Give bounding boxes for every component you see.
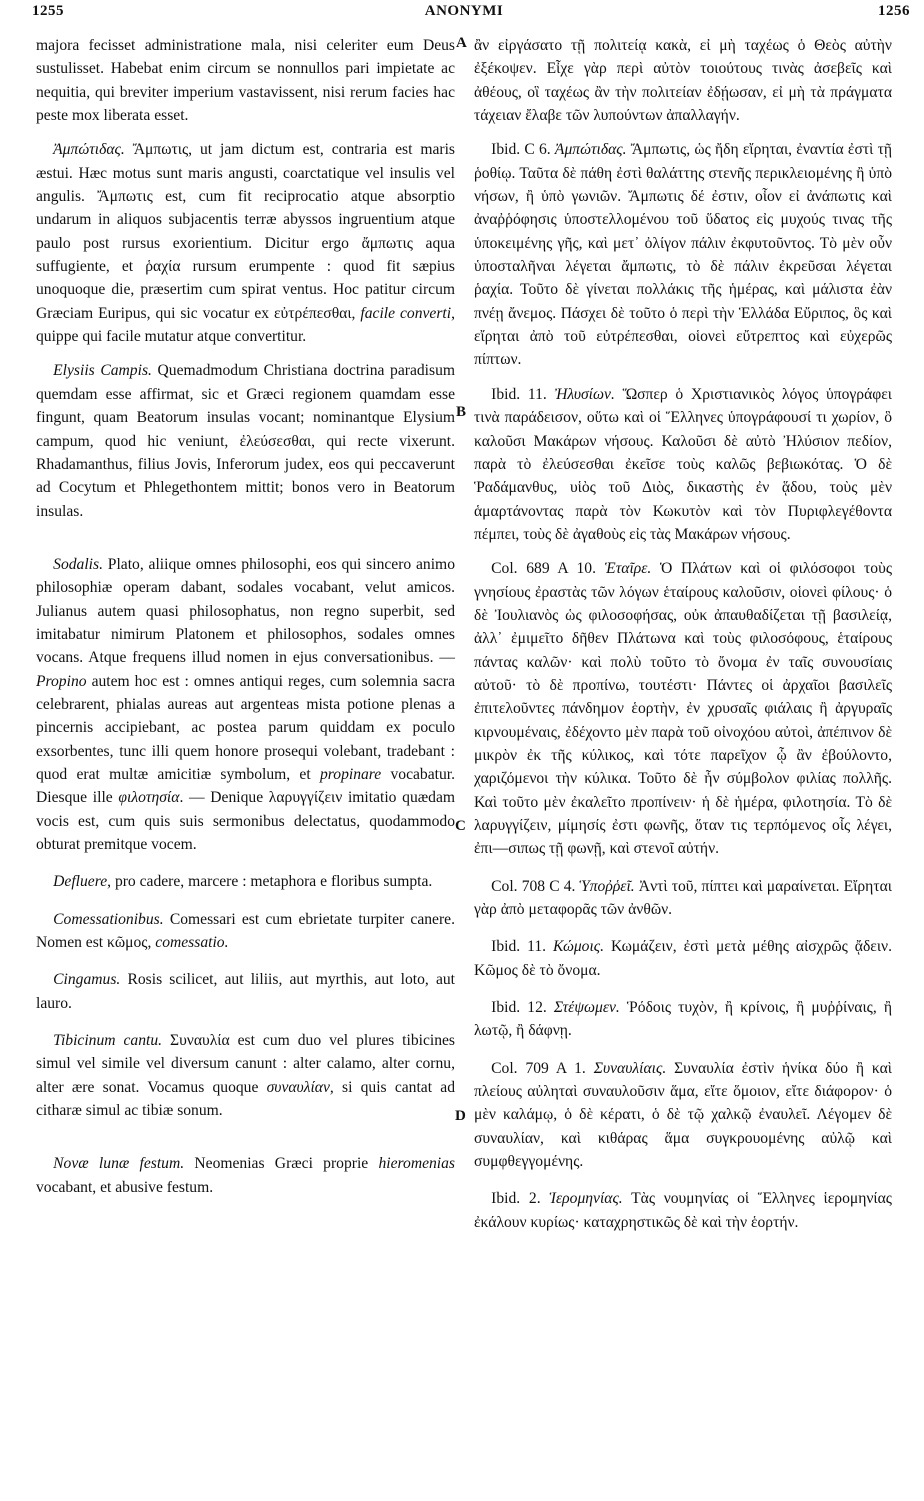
lemma: Κώμοις. [546, 938, 605, 956]
italic-text: propinare [319, 765, 382, 783]
margin-marker-c: C [455, 818, 466, 834]
italic-text: comessatio. [155, 934, 229, 952]
lemma: Sodalis. [53, 555, 103, 573]
paragraph-text: Κωμάζειν, ἐστὶ μετὰ μέθης αἰσχρῶς ᾄδειν. Κῶμος δὲ τὸ ὄνομα. [474, 938, 892, 979]
paragraph-text: Plato, aliique omnes philosophi, eos qui sincero animo philosophiæ operam dabant, sodales vocabant, velut amicos. Julianus autem quasi philosophatus, non regno superbit, sed imitabatur nimirum Platonem et philosophos, sodales omnes vocans. Atque frequens illud nomen in ejus conversationibus. — [36, 555, 455, 667]
reference: Ibid. C 6. [491, 141, 551, 159]
paragraph-text: Ῥόδοις τυχὸν, ἢ κρίνοις, ἢ μυῤῥίναις, ἢ λωτῷ, ἢ δάφνῃ. [474, 999, 892, 1040]
lemma: Ἱερομηνίας. [540, 1190, 623, 1208]
lemma: Ἠλυσίων. [546, 385, 615, 403]
page-number-left: 1255 [32, 3, 64, 19]
paragraph-text: , pro cadere, marcere : metaphora e floribus sumpta. [107, 873, 433, 891]
latin-paragraph [36, 1029, 455, 1122]
lemma: Cingamus. [53, 971, 121, 989]
italic-text: συναυλίαν [266, 1078, 330, 1096]
margin-marker-a: A [456, 35, 467, 51]
paragraph-text: Ἄμπωτις, ὡς ἤδη εἴρηται, ἐναντία ἐστὶ τῇ ῥοθίῳ. Ταῦτα δὲ πάθη ἐστὶ θαλάττης στενῆς περικλειομένης ἢ ὑπὸ νήσων, ἢ ὑπὸ γωνιῶν. Ἄμπωτις δέ ἐστιν, οἷον εἰ ἀνάπωτις καὶ ἀναῤῥόφησις ὑποστελλομένου τοῦ ὕδατος εἰς μυχούς τινας τῆς ὑποκειμένης γῆς, καὶ μετ᾽ ὀλίγον πάλιν ἐκφυτοῦντος. Τὸ μὲν οὖν ὑποσταλῆναι λέγεται ἄμπωτις, τὸ δὲ πάλιν ἐκρεῦσαι λέγεται ῥαχία. Τοῦτο δὲ γίνεται πολλάκις τῆς ἡμέρας, καὶ μάλιστα ἐὰν πνέῃ ἄνεμος. Πάσχει δὲ τοῦτο ὁ περὶ τὴν Ἑλλάδα Εὔριπος, ὃς καὶ εἴρηται ἀπὸ τοῦ εὐτρέπεσθαι, οἱονεὶ εὔτρεπτος καὶ εὐχερῶς πίπτων. [474, 141, 892, 369]
paragraph-text: , quippe qui facile mutatur atque convertitur. [36, 304, 455, 346]
lemma: Συναυλίαις. [585, 1059, 667, 1077]
paragraph-text: Τὰς νουμηνίας οἱ Ἕλληνες ἱερομηνίας ἐκάλουν κυρίως· καταχρηστικῶς δὲ καὶ τὴν ἑορτήν. [474, 1190, 892, 1231]
greek-paragraph [474, 557, 892, 860]
reference: Col. 689 A 10. [491, 560, 596, 578]
greek-paragraph [474, 1187, 892, 1234]
lemma: Ἀμπώτιδας. [53, 141, 125, 159]
paragraph-text: Ἄμπωτις, ut jam dictum est, contraria est maris æstui. Hæc motus sunt maris angusti, coarctatique vel insulis vel angulis. Ἄμπωτις est, cum fit reciprocatio atque absorptio undarum in aliquos subjacentis terræ abyssos ingruentium atque paulo post rursus exorientium. Dicitur ergo ἄμπωτις aqua suffugiente, et ῥαχία rursum erumpente : quod fit sæpius unoquoque die, præsertim cum spirat ventus. Hoc patitur circum Græciam Euripus, qui sic vocatur ex εὐτρέπεσθαι, [36, 141, 455, 322]
italic-text: facile converti [360, 304, 452, 322]
latin-column [36, 34, 455, 1199]
margin-marker-b: B [456, 404, 467, 420]
reference: Col. 709 A 1. [491, 1059, 586, 1077]
latin-paragraph [36, 968, 455, 1015]
paragraph-text: Comessari est cum ebrietate turpiter canere. Nomen est κῶμος, [36, 910, 455, 952]
lemma: Elysiis Campis. [53, 362, 152, 380]
lemma: Στέψωμεν. [546, 999, 620, 1017]
running-title: ANONYMI [424, 3, 504, 19]
paragraph-text: Ἀντὶ τοῦ, πίπτει καὶ μαραίνεται. Εἴρηται γὰρ ἀπὸ μεταφορᾶς τῶν ἀνθῶν. [474, 877, 892, 919]
greek-column [474, 34, 892, 1234]
greek-paragraph: ἂν εἰργάσατο τῇ πολιτείᾳ κακὰ, εἰ μὴ ταχέως ὁ Θεὸς αὐτὴν ἐξέκοψεν. Εἶχε γὰρ περὶ αὐτὸν τοιούτους τινὰς ἀσεβεῖς καὶ ἀθέους, οἳ ταχέως ἂν τὴν πολιτείαν ἐδῄωσαν, εἰ μὴ τὰ πράγματα τάχειαν ἔλαβε τῶν λυπούντων ἀπαλλαγήν. [474, 37, 892, 125]
greek-paragraph [474, 875, 892, 922]
italic-text: φιλοτησία [118, 789, 180, 807]
reference: Ibid. 11. [491, 938, 547, 956]
greek-paragraph [474, 138, 892, 371]
paragraph-text: Ὁ Πλάτων καὶ οἱ φιλόσοφοι τοὺς γνησίους ἐραστὰς τῶν λόγων ἑταίρους καλοῦσιν, οἱονεὶ φίλους· ὁ δὲ Ἰουλιανὸς ὡς φιλοσοφήσας, οὐκ ἀπαυθαδίζεται τῇ βασιλείᾳ, ἀλλ᾽ ἐμιμεῖτο δῆθεν Πλάτωνα καὶ τοὺς φιλοσόφους, ἑταίρους πάντας καλῶν· καὶ πολὺ τοῦτο τὸ ὄνομα ἐν ταῖς συνουσίαις αὐτοῦ· τὸ δὲ προπίνω, τουτέστι· Πάντες οἱ ἀρχαῖοι βασιλεῖς ἐπιτελοῦντες πάνδημον ἑορτὴν, ἐν χρυσαῖς φιάλαις ἢ ἀργυραῖς κιρνουμέναις, ἐδέχοντο μὲν παρὰ τοῦ οἰνοχόου αὐτοὶ, ἀπέπινον δὲ μικρὸν ἐκ τῆς κύλικος, καὶ τότε παρεῖχον ᾧ ἂν ἐβούλοντο, χαριζόμενοι τὴν κύλικα. Τοῦτο δὲ ἦν σύμβολον φιλίας πολλῆς. Καὶ τοῦτο μὲν ἐκαλεῖτο προπίνειν· ἡ δὲ ἡμέρα, φιλοτησία. Τὸ δὲ λαρυγγίζειν, μίμησίς ἐστι φωνῆς, ὅταν τις τερπόμενος οἷς λέγει, ἐπι—σιπως τῇ φωνῇ, καὶ στενοῖ αὐτήν. [474, 560, 893, 858]
latin-paragraph [36, 908, 455, 955]
lemma: Comessationibus. [53, 910, 164, 928]
paragraph-text: Neomenias Græci proprie [184, 1155, 379, 1173]
greek-paragraph [474, 383, 892, 546]
paragraph-text: autem hoc est : omnes antiqui reges, cum solemnia sacra celebrarent, phialas aureas aut argenteas mista potione plenas a pincernis accipiebant, ac postea parum quiddam ex poculo exsorbentes, tunc illi quem honore prosequi volebant, tradebant : quod erat multæ amicitiæ symbolum, et [36, 672, 455, 783]
reference: Col. 708 C 4. [491, 877, 576, 895]
latin-paragraph [36, 359, 455, 522]
italic-text: Propino [36, 672, 87, 690]
reference: Ibid. 12. [491, 999, 547, 1017]
greek-paragraph [474, 935, 892, 982]
lemma: Ἀμπώτιδας. [550, 141, 627, 159]
paragraph-text: vocabatur. Diesque ille [36, 765, 456, 807]
paragraph-text: , si quis cantat ad citharæ simul ac tibiæ sonum. [36, 1078, 455, 1120]
latin-paragraph [36, 138, 455, 348]
latin-paragraph [36, 553, 455, 856]
paragraph-text: Συναυλία est cum duo vel plures tibicines simul vel simile vel diversum canunt : alter calamo, alter cornu, alter ære sonat. Vocamus quoque [36, 1032, 455, 1096]
paragraph-text: Ὥσπερ ὁ Χριστιανικὸς λόγος ὑπογράφει τινὰ παράδεισον, οὕτω καὶ οἱ Ἕλληνες ὑπογράφουσί τι χωρίον, ὃ καλοῦσι Μακάρων νήσους. Καλοῦσι δὲ αὐτὸ Ἠλύσιον πεδίον, παρὰ τὸ ἐλεύσεσθαι ἐκεῖσε τοὺς καλῶς βεβιωκότας. Ὁ δὲ Ῥαδάμανθυς, υἱὸς τοῦ Διὸς, δικαστὴς ἐν ᾅδου, τοὺς μὲν ἁμαρτάνοντας παρὰ τὸν Κωκυτὸν καὶ τὸν Πυριφλεγέθοντα πέμπει, τοὺς δὲ ἀγαθοὺς εἰς τὰς Μακάρων νήσους. [474, 385, 892, 543]
paragraph-text: Rosis scilicet, aut liliis, aut myrthis, aut loto, aut lauro. [36, 971, 455, 1012]
greek-paragraph [474, 1057, 892, 1174]
greek-paragraph [474, 996, 892, 1043]
paragraph-text: . — Denique λαρυγγίζειν imitatio quædam vocis est, cum quis suis sermonibus delectatus, quodammodo obturat premitque vocem. [36, 789, 455, 853]
latin-paragraph: majora fecisset administratione mala, nisi celeriter eum Deus sustulisset. Habebat enim circum se nonnullos pari impietate ac nequitia, qui breviter imperium vastavissent, nisi rerum facies hac peste mox liberata esset. [36, 37, 455, 125]
lemma: Defluere [53, 873, 108, 891]
paragraph-text: Quemadmodum Christiana doctrina paradisum quemdam esse affirmat, sic et Græci regionem quamdam esse fingunt, quam Beatorum insulas vocant; nominantque Elysium campum, quod hic veniunt, ἐλεύσεσθαι, qui recte vixerunt. Rhadamanthus, filius Jovis, Inferorum judex, eos qui peccaverunt ad Cocytum et Phlegethontem mittit; bonos vero in Beatorum insulas. [36, 362, 455, 520]
lemma: Tibicinum cantu. [53, 1032, 163, 1050]
lemma: Ἑταῖρε. [596, 560, 652, 578]
latin-paragraph [36, 870, 455, 893]
lemma: Ὑποῤῥεῖ. [575, 877, 635, 895]
page-number-right: 1256 [878, 3, 910, 19]
latin-paragraph [36, 1152, 455, 1199]
italic-text: hieromenias [378, 1155, 455, 1173]
reference: Ibid. 11. [491, 385, 547, 403]
margin-marker-d: D [455, 1108, 466, 1124]
paragraph-text: Συναυλία ἐστὶν ἡνίκα δύο ἢ καὶ πλείους αὐληταὶ συναυλοῦσιν ἅμα, εἴτε ὅμοιον, εἴτε διάφορον· ὁ μὲν καλάμῳ, ὁ δὲ κέρατι, ὁ δὲ τῷ χαλκῷ ἐναυλεῖ. Λέγομεν δὲ συναυλίαν, καὶ κιθάρας ἅμα συγκρουομένης αὐλῷ καὶ συμφθεγγομένης. [474, 1059, 893, 1171]
reference: Ibid. 2. [491, 1190, 541, 1208]
lemma: Novæ lunæ festum. [53, 1155, 185, 1173]
page-header [18, 3, 910, 27]
paragraph-text: vocabant, et abusive festum. [36, 1178, 214, 1196]
